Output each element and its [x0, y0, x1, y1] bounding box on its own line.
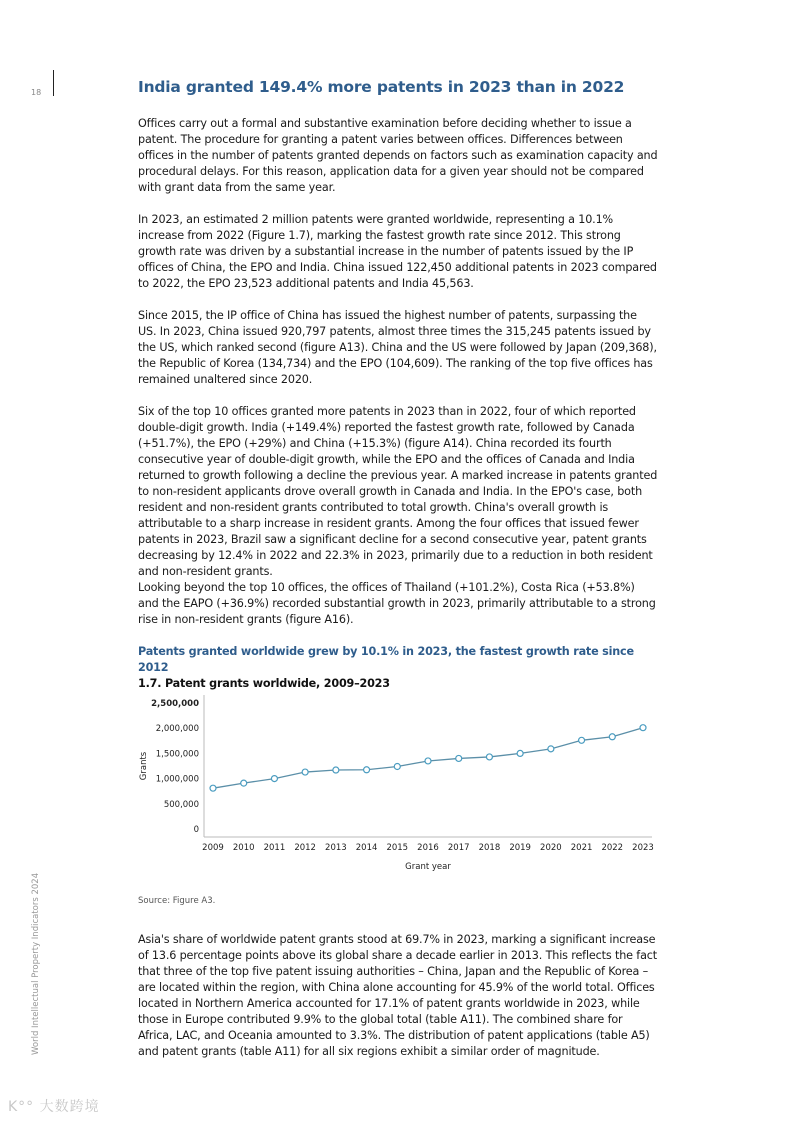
- figure-header: [138, 644, 658, 692]
- data-point-marker: [425, 758, 431, 764]
- x-tick-label: 2020: [540, 843, 562, 853]
- running-footer-title: World Intellectual Property Indicators 2024: [31, 872, 41, 1055]
- x-tick-label: 2018: [478, 843, 501, 853]
- y-axis-label: Grants: [139, 751, 149, 781]
- x-tick-label: 2009: [202, 843, 224, 853]
- paragraph-growth-rates: Six of the top 10 offices granted more patents in 2023 than in 2022, four of which reported double-digit growth. India (+149.4%) reported the fastest growth rate, followed by Canada (+51.7%), the EPO (+29%) and China (+15.3%) (figure A14). China recorded its fourth consecutive year of double-digit growth, while the EPO and the offices of Canada and India returned to growth following a decline the previous year. A marked increase in patents granted to non-resident applicants drove overall growth in Canada and India. In the EPO's case, both resident and non-resident grants contributed to total growth. China's overall growth is attributable to a sharp increase in resident grants. Among the four offices that issued fewer patents in 2023, Brazil saw a significant decline for a second consecutive year, patent grants decreasing by 12.4% in 2022 and 22.3% in 2023, primarily due to a reduction in both resident and non-resident grants.: [138, 405, 658, 578]
- y-tick-label: 1,000,000: [155, 774, 199, 785]
- x-tick-label: 2013: [325, 843, 347, 853]
- x-tick-label: 2016: [417, 843, 439, 853]
- data-point-marker: [640, 725, 646, 731]
- page-content: [138, 78, 658, 1058]
- x-tick-label: 2012: [294, 843, 316, 853]
- y-tick-label: 2,000,000: [155, 724, 199, 735]
- figure-subtitle: Patents granted worldwide grew by 10.1% in 2023, the fastest growth rate since 2012: [138, 645, 634, 674]
- x-tick-label: 2019: [509, 843, 531, 853]
- data-point-marker: [210, 785, 216, 791]
- paragraph-examination: Offices carry out a formal and substantive examination before deciding whether to issue a patent. The procedure for granting a patent varies between offices. Differences between offices in the number of patents granted depends on factors such as examination capacity and procedural delays. For this reason, application data for a given year should not be compared with grant data from the same year.: [138, 117, 658, 194]
- watermark: K°° 大数跨境: [8, 1099, 100, 1115]
- y-tick-label: 2,500,000: [151, 699, 199, 709]
- data-point-marker: [271, 776, 277, 782]
- x-tick-label: 2021: [570, 843, 593, 853]
- y-tick-label: 0: [193, 825, 199, 835]
- figure-source: Source: Figure A3.: [138, 896, 216, 906]
- x-tick-label: 2011: [263, 843, 286, 853]
- data-point-marker: [579, 737, 585, 743]
- x-tick-label: 2022: [601, 843, 624, 853]
- x-tick-label: 2010: [232, 843, 255, 853]
- paragraph-regional-share: Asia's share of worldwide patent grants stood at 69.7% in 2023, marking a significant increase of 13.6 percentage points above its global share a decade earlier in 2013. This reflects the fact that three of the top five patent issuing authorities – China, Japan and the Republic of Korea – are located within the region, with China alone accounting for 45.9% of the world total. Offices located in Northern America accounted for 17.1% of patent grants worldwide in 2023, while those in Europe contributed 9.9% to the global total (table A11). The combined share for Africa, LAC, and Oceania amounted to 3.3%. The distribution of patent applications (table A5) and patent grants (table A11) for all six regions exhibit a similar order of magnitude.: [138, 933, 658, 1058]
- page-number: 18: [31, 88, 42, 97]
- data-point-marker: [548, 746, 554, 752]
- data-point-marker: [609, 734, 615, 740]
- data-point-marker: [241, 780, 247, 786]
- data-point-marker: [302, 769, 308, 775]
- x-axis-label: Grant year: [405, 862, 451, 872]
- patent-grants-line-chart: [138, 688, 658, 878]
- data-point-marker: [394, 764, 400, 770]
- y-tick-label: 500,000: [163, 799, 199, 810]
- data-point-marker: [517, 750, 523, 756]
- data-point-marker: [456, 755, 462, 761]
- paragraph-worldwide-grants: In 2023, an estimated 2 million patents were granted worldwide, representing a 10.1% increase from 2022 (Figure 1.7), marking the fastest growth rate since 2012. This strong growth rate was driven by a substantial increase in the number of patents issued by the IP offices of China, the EPO and India. China issued 122,450 additional patents in 2023 compared to 2022, the EPO 23,523 additional patents and India 45,563.: [138, 213, 657, 290]
- section-heading: India granted 149.4% more patents in 2023 than in 2022: [138, 78, 625, 96]
- page-number-divider: [53, 70, 54, 96]
- data-point-marker: [333, 767, 339, 773]
- chart-canvas: [138, 688, 658, 878]
- data-point-marker: [486, 754, 492, 760]
- data-point-marker: [364, 767, 370, 773]
- x-tick-label: 2023: [632, 843, 654, 853]
- y-tick-label: 1,500,000: [155, 749, 199, 760]
- figure-title: 1.7. Patent grants worldwide, 2009–2023: [138, 677, 390, 690]
- x-tick-label: 2015: [386, 843, 409, 853]
- x-tick-label: 2014: [355, 843, 378, 853]
- x-tick-label: 2017: [447, 843, 470, 853]
- paragraph-beyond-top-10: Looking beyond the top 10 offices, the offices of Thailand (+101.2%), Costa Rica (+53.8%) and the EAPO (+36.9%) recorded substantial growth in 2023, primarily attributable to a strong rise in non-resident grants (figure A16).: [138, 581, 656, 626]
- paragraph-top-offices: Since 2015, the IP office of China has issued the highest number of patents, surpassing the US. In 2023, China issued 920,797 patents, almost three times the 315,245 patents issued by the US, which ranked second (figure A13). China and the US were followed by Japan (209,368), the Republic of Korea (134,734) and the EPO (104,609). The ranking of the top five offices has remained unaltered since 2020.: [138, 309, 657, 386]
